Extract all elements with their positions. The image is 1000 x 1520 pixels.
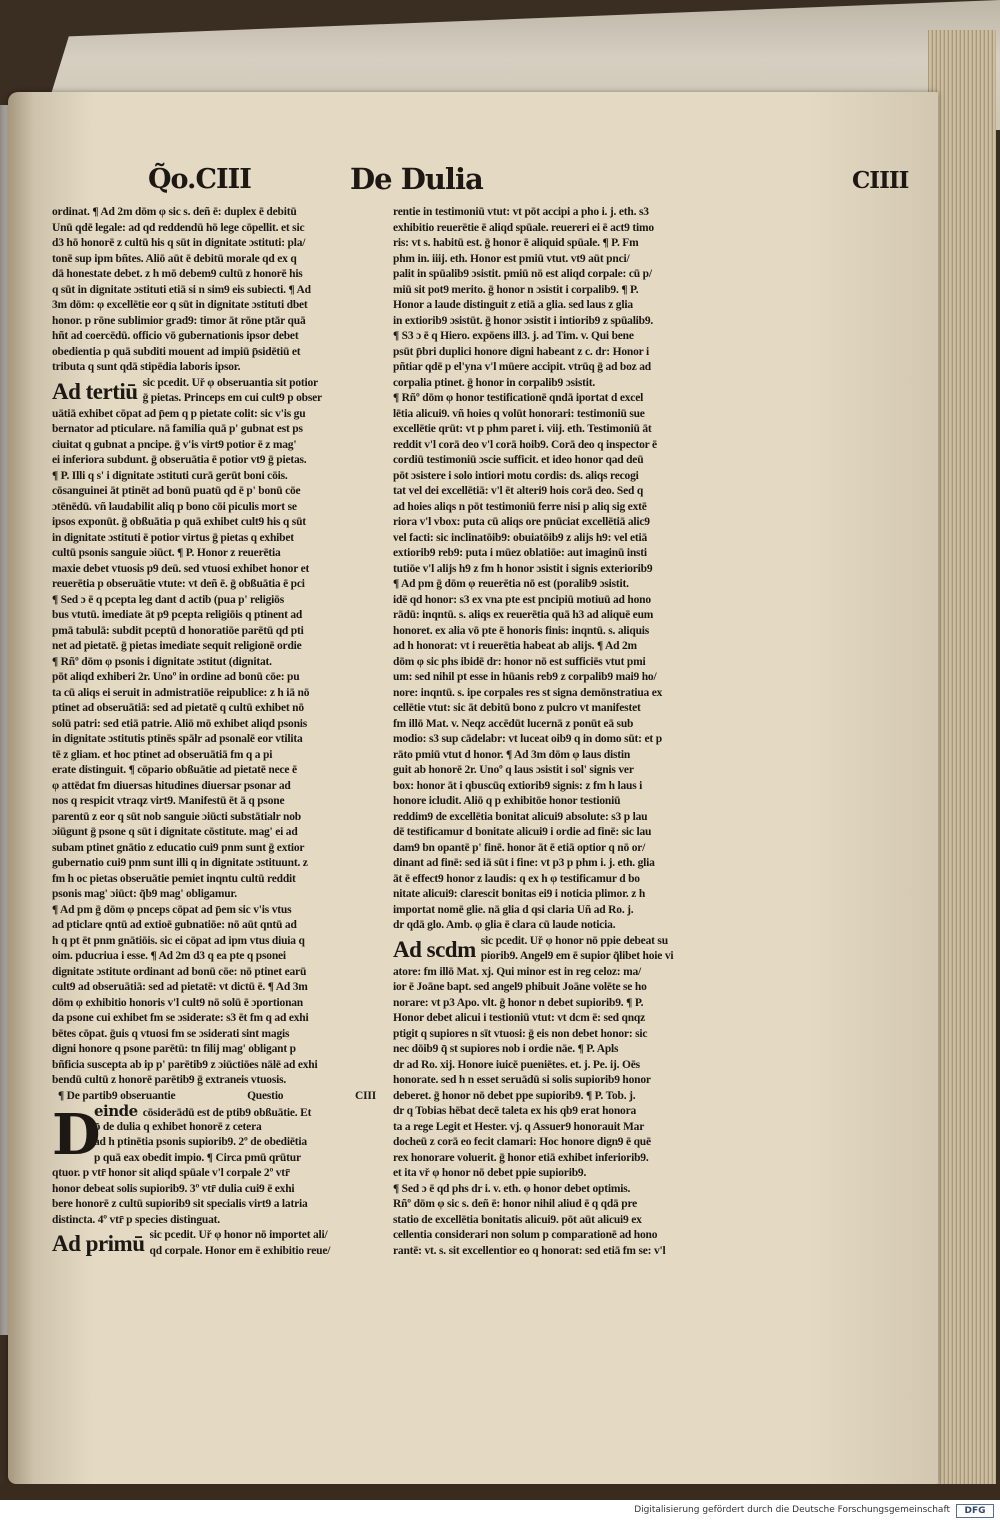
text-line: bñficia suscepta ab ip p' parētib9 z ɔiūctiōes nālē ad exhi bbox=[52, 1058, 318, 1071]
text-line: et ita vř φ honor nō debet ppie supiorib9. bbox=[393, 1167, 587, 1179]
text-line: qtuor. p vtr̄ honor sit aliqd spūale v'l corpale 2º vtr̄ bbox=[52, 1167, 290, 1179]
text-line: ɔiūgunt ḡ psone q sūt i dignitate cōstitute. mag' ei ad bbox=[52, 826, 298, 838]
folio-number: CIIII bbox=[852, 167, 909, 194]
text-line: dignitate ɔstitute ordinant ad bonū cōe: nō ptinet earū bbox=[52, 965, 307, 978]
text-line: honoret. ex alia vō pte ē honoris finis: inqntū. s. aliquis bbox=[393, 624, 650, 637]
drop-capital: D bbox=[52, 1102, 101, 1168]
text-line: corpalia ptinet. ḡ honor in corpalib9 ɔsistit. bbox=[393, 376, 596, 389]
text-line: exhibitio reuerētie ē aliqd spūale. reuereri ei ē act9 timo bbox=[393, 221, 654, 234]
text-line: ad h honorat: vt i reuerētia habeat ab alijs. ¶ Ad 2m bbox=[393, 640, 637, 652]
article-opening-lines bbox=[150, 1228, 389, 1259]
text-line: rādū: inqntū. s. aliqs ex reuerētia quā h3 ad aliquē eum bbox=[393, 609, 654, 621]
text-line: bernator ad pticulare. nā familia quā p' gubnat est ps bbox=[52, 423, 303, 435]
text-line: h q pt ēt pnm gnātiōis. sic ei cōpat ad ipm vtus diuia q bbox=[52, 934, 305, 947]
text-line: ɔtēnēdū. vñ laudabilit aliq p bono cōi piculis mort se bbox=[52, 500, 297, 513]
text-line: excellētie qrūt: vt p phm paret i. viij. eth. Testimoniū āt bbox=[393, 423, 652, 435]
text-line: rāto pmiū vtut d honor. ¶ Ad 3m dōm φ laus distin bbox=[393, 748, 631, 761]
text-line: ¶ Rñº dōm φ honor testificationē qndā iportat d excel bbox=[393, 392, 644, 404]
text-line: cultū psonis sanguie ɔiūct. ¶ P. Honor z reuerētia bbox=[52, 547, 281, 559]
text-line: norare: vt p3 Apo. vlt. ḡ honor n debet supiorib9. ¶ P. bbox=[393, 996, 644, 1009]
text-line: ¶ P. Illi q s' i dignitate ɔstituti curā gerūt boni cōis. bbox=[52, 469, 288, 482]
text-line: q sūt in dignitate ɔstituti etiā si n sim9 eis subiecti. ¶ Ad bbox=[52, 283, 311, 296]
text-line: ta cū aliqs ei seruit in admistratiōe reipublice: z h iā nō bbox=[52, 686, 310, 699]
text-line: ptigit q supiores n sīt vtuosi: ḡ eis non debet honor: sic bbox=[393, 1027, 648, 1040]
text-line: fm illō Mat. v. Neqz accēdūt lucernā z ponūt eā sub bbox=[393, 717, 634, 730]
article-opening bbox=[52, 1104, 388, 1166]
text-line: in extiorib9 ɔsistūt. ḡ honor ɔsistit i intiorib9 z spūalib9. bbox=[393, 314, 654, 327]
text-line: p̄ de dulia q exhibet honorē z cetera bbox=[94, 1120, 262, 1133]
text-line: nore: inqntū. s. ipe corpales res st signa demōnstratiua ex bbox=[393, 686, 663, 699]
text-line: importat nomē glie. nā glia d qsi claria Uñ ad Ro. j. bbox=[393, 903, 634, 916]
text-line: reuerētia p obseruātie vtute: vt deñ ē. ḡ obßuātia ē pci bbox=[52, 578, 305, 590]
text-line: rentie in testimoniū vtut: vt pōt accipi a pho i. j. eth. s3 bbox=[393, 206, 649, 218]
article-opening bbox=[52, 1228, 388, 1259]
text-line: pñtiar qdē p el'yna v'l mūere accipit. vtrūq ḡ ad boz ad bbox=[393, 361, 652, 373]
text-line: rantē: vt. s. sit excellentior eo q honorat: sed etiā fm se: v'l bbox=[393, 1244, 666, 1257]
text-line: riora v'l vbox: puta cū aliqs ore pnūciat excellētiā alic9 bbox=[393, 516, 650, 528]
article-opening-lines bbox=[481, 934, 731, 965]
text-line: tē z gliam. et hoc ptinet ad obseruātiā fm q a pi bbox=[52, 748, 273, 761]
text-line: ei inferiora subdunt. ḡ obseruātia ē potior vt9 ḡ pietas. bbox=[52, 454, 307, 466]
text-line: Unū qdē legale: ad qd reddendū hō lege cōpellit. et sic bbox=[52, 221, 305, 234]
question-heading-title: ¶ De partib9 obseruantie bbox=[58, 1089, 176, 1102]
article-opening-lines bbox=[94, 1104, 388, 1166]
dfg-logo: DFG bbox=[956, 1504, 994, 1518]
text-line: net ad pietatē. ḡ pietas imediate sequit religionē ordie bbox=[52, 640, 302, 652]
text-line: pōt ɔsistere i solo intiori motu cordis: ds. aliqs recogi bbox=[393, 469, 639, 482]
text-line: ¶ Rñº dōm φ psonis i dignitate ɔstitut (dignitat. bbox=[52, 655, 272, 668]
text-line: cōsanguinei āt ptinēt ad bonū puatū qd ē p' bonū cōe bbox=[52, 485, 301, 497]
text-line: dr qdā glo. Amb. φ glia ē clara cū laude noticia. bbox=[393, 919, 616, 931]
article-initial: Ad primū bbox=[52, 1231, 145, 1256]
text-line: pōt aliqd exhiberi 2r. Unoº in ordine ad bonū cōe: pu bbox=[52, 671, 300, 683]
text-line: ¶ S3 ɔ ē q Hiero. expōens ill3. j. ad Tim. v. Qui bene bbox=[393, 330, 634, 342]
text-line: modio: s3 sup cādelabr: vt luceat oib9 q in domo sūt: et p bbox=[393, 733, 662, 745]
text-line: subam ptinet gnātio z educatio cui9 pnm sunt ḡ extior bbox=[52, 841, 305, 854]
text-line: ior ē Joāne bapt. sed angel9 phibuit Joāne volēte se ho bbox=[393, 981, 647, 993]
text-line: da psone cui exhibet fm se ɔsiderate: s3 ēt fm q ad exhi bbox=[52, 1012, 309, 1024]
text-line: sic pcedit. Uř φ obseruantia sit potior bbox=[142, 376, 318, 389]
text-line: cult9 ad obseruātiā: sed ad pietatē: vt dictū ē. ¶ Ad 3m bbox=[52, 981, 308, 993]
text-line: honorate. sed h n esset seruādū si solis supiorib9 honor bbox=[393, 1074, 651, 1086]
text-line-content: cōsiderādū est de ptib9 obßuātie. Et bbox=[142, 1107, 312, 1119]
text-line: box: honor āt i qbuscūq extiorib9 signis: z fm h laus i bbox=[393, 779, 643, 792]
text-column-left bbox=[52, 205, 388, 1259]
article-opening-lines bbox=[143, 376, 388, 407]
text-line: dr q Tobias hēbat decē taleta ex his qb9 erat honora bbox=[393, 1105, 637, 1117]
text-line: um: sed nihil pt esse in hūanis reb9 z corpalib9 mai9 ho/ bbox=[393, 671, 657, 683]
article-opening bbox=[52, 376, 388, 407]
text-line: oim. pducriua i esse. ¶ Ad 2m d3 q ea pte q psonei bbox=[52, 950, 286, 962]
text-line: dē testificamur d bonitate alicui9 i ordie ad finē: sic lau bbox=[393, 826, 652, 838]
text-line: lētia alicui9. vñ hoies q volūt honorari: testimoniū sue bbox=[393, 407, 645, 420]
text-line: dinant ad finē: sed iā sūt i fine: vt p3 p phm i. j. eth. glia bbox=[393, 857, 655, 869]
text-line: ad hoies aliqs n pōt testimoniū ferre nisi p aliq sig extē bbox=[393, 500, 647, 513]
question-heading-number: CIII bbox=[355, 1089, 376, 1102]
text-line: ta a rege Legit et Hester. vj. q Assuer9 honorauit Mar bbox=[393, 1120, 645, 1133]
text-line: psūt p̄bri duplici honore digni habeant z c. dr: Honor i bbox=[393, 345, 650, 358]
digitization-footer bbox=[0, 1500, 1000, 1520]
text-line: Rñº dōm φ sic s. deñ ē: honor nihil aliud ē q qdā pre bbox=[393, 1198, 638, 1210]
text-line: tat vel dei excellētiā: v'l ēt alteri9 hois corā deo. Sed q bbox=[393, 485, 644, 497]
text-line: idē qd honor: s3 ex vna pte est pncipiū motiuū ad hono bbox=[393, 593, 651, 606]
text-line: in dignitate ɔstituti ē potior virtus ḡ pietas q exhibet bbox=[52, 531, 294, 544]
text-line: honor debeat solis supiorib9. 3º vtr̄ dulia cui9 ē exhi bbox=[52, 1182, 295, 1195]
text-line: docheū z corā eo fecit clamari: Hoc honore dign9 ē quē bbox=[393, 1136, 651, 1148]
text-line: nec dōib9 q̄ st supiores nob i ordie nāe. ¶ P. Apls bbox=[393, 1043, 619, 1055]
text-line: psonis mag' ɔiūct: q̃b9 mag' obligamur. bbox=[52, 888, 237, 900]
text-line: tributa q sunt qdā stipēdia laboris ipsor. bbox=[52, 361, 241, 373]
text-line: cellētie vtut: sic āt debitū bono z pulcro vt manifestet bbox=[393, 702, 641, 714]
text-line: gubernatio cui9 pnm sunt illi q in dignitate ɔstituunt. z bbox=[52, 857, 308, 869]
text-line: cordiū testimoniū ɔscie sufficit. et ideo honor qad deū bbox=[393, 454, 644, 466]
text-line: ¶ Ad pm ḡ dōm φ reuerētia nō est (poralib9 ɔsistit. bbox=[393, 578, 629, 590]
text-line: ad pticlare qntū ad extioē gubnatiōe: nō aūt qntū ad bbox=[52, 919, 297, 931]
text-line: pmā tabulā: subdit pceptū d honoratiōe parētū qd pti bbox=[52, 624, 304, 637]
text-line: honore icludit. Aliō q p exhibitōe honor testioniū bbox=[393, 795, 621, 807]
text-line: deberet. ḡ honor nō debet ppe supiorib9. ¶ P. Tob. j. bbox=[393, 1089, 636, 1102]
text-line: uātiā exhibet cōpat ad p̄em q p pietate colit: sic v'is gu bbox=[52, 407, 306, 420]
text-line: maxie debet vtuosis p9 deū. sed vtuosi exhibet honor et bbox=[52, 562, 310, 575]
question-heading-label: Questio bbox=[247, 1089, 284, 1102]
text-line: reddit v'l corā deo v'l corā hoib9. Corā deo q inspector ē bbox=[393, 438, 657, 451]
text-line: bendū cultū z honorē parētib9 ḡ extraneis vtuosis. bbox=[52, 1074, 287, 1086]
text-line: ¶ Sed ɔ ē qd phs dr i. v. eth. φ honor debet optimis. bbox=[393, 1182, 631, 1195]
text-line: ris: vt s. habitū est. ḡ honor ē aliquid spūale. ¶ P. Fm bbox=[393, 237, 639, 249]
text-line: obedientia p quā subditi mouent ad impiū p̄sidētiū et bbox=[52, 345, 301, 358]
text-line: extiorib9 reb9: puta i mūez oblatiōe: aut imaginū insti bbox=[393, 547, 647, 559]
text-line: honor. p rōne sublimior grad9: timor āt rōne ptār quā bbox=[52, 314, 306, 327]
text-line: sic pcedit. Uř φ honor nō importet ali/ bbox=[149, 1229, 328, 1241]
text-line: digni honore q psone parētū: tn filij mag' obligant p bbox=[52, 1043, 296, 1055]
text-line: tutiōe v'l alijs h9 z fm h honor ɔsistit i signis exteriorib9 bbox=[393, 562, 653, 575]
text-line: rex honorare voluerit. ḡ honor etiā exhibet inferiorib9. bbox=[393, 1151, 649, 1164]
text-line: ḡ pietas. Princeps em cui cult9 p obser bbox=[142, 392, 322, 404]
book-fore-edge bbox=[928, 30, 996, 1492]
text-line: bus vtutū. imediate āt p9 pcepta religiōis q ptinent ad bbox=[52, 609, 303, 621]
text-line: miū sit pot9 merito. ḡ honor n ɔsistit i corpalib9. ¶ P. bbox=[393, 283, 639, 296]
text-line: dā honestate debet. z h mō debem9 cultū z honorē his bbox=[52, 268, 303, 280]
text-line: palit in spūalib9 ɔsistit. pmiū nō est aliqd corpale: cū p/ bbox=[393, 268, 652, 280]
text-line: parentū z eor q sūt nob sanguie ɔiūcti substātialr nob bbox=[52, 810, 301, 823]
text-line: ordinat. ¶ Ad 2m dōm φ sic s. deñ ē: duplex ē debitū bbox=[52, 206, 297, 218]
text-line: fm h oc pietas obseruātie pemiet inqntu cultū reddit bbox=[52, 872, 296, 885]
text-line: dōm φ exhibitio honoris v'l cult9 nō solū ē ɔportionan bbox=[52, 996, 304, 1009]
text-line: statio de excellētia bonitatis alicui9. pōt aūt alicui9 ex bbox=[393, 1213, 642, 1226]
text-line: distincta. 4º vtr̄ p species distinguat. bbox=[52, 1213, 220, 1226]
text-line: ciuitat q gubnat a pncipe. ḡ v'is virt9 potior ē z mag' bbox=[52, 438, 297, 451]
text-line: āt ē effect9 honor z laudis: q ex h φ testificamur d bo bbox=[393, 872, 640, 885]
funding-notice: Digitalisierung gefördert durch die Deutsche Forschungsgemeinschaft bbox=[634, 1505, 950, 1515]
text-line: qd corpale. Honor em ē exhibitio reue/ bbox=[149, 1244, 331, 1257]
text-line: φ attēdat fm diuersas hitudines diuersar psonar ad bbox=[52, 779, 291, 792]
text-line: atore: fm illō Mat. xj. Qui minor est in reg celoz: ma/ bbox=[393, 965, 642, 978]
text-line: cellentia considerari non solum p comparationē ad hono bbox=[393, 1229, 658, 1241]
text-line: in dignitate ɔstitutis ptinēs spālr ad psonalē eor vtilita bbox=[52, 733, 303, 745]
text-line: hñt ad coercēdū. officio vō gubernationis ipsor debet bbox=[52, 330, 299, 342]
running-head-question-number: Q̃o.CIII bbox=[148, 164, 251, 195]
article-initial: Ad scdm bbox=[393, 936, 476, 962]
text-line: bētes cōpat. ḡuis q vtuosi fm se ɔsiderati sint magis bbox=[52, 1027, 290, 1040]
text-line: Honor a laude distinguit z etiā a glia. sed laus z glia bbox=[393, 299, 633, 311]
question-heading bbox=[52, 1089, 388, 1105]
article-opening bbox=[393, 934, 731, 965]
running-head-title: De Dulia bbox=[350, 162, 483, 196]
text-line: ad h ptinētia psonis supiorib9. 2º de obediētia bbox=[94, 1136, 307, 1148]
text-line: tonē sup ipm bñtes. Aliō aūt ē debitū morale qd ex q bbox=[52, 252, 297, 265]
book-bottom-shadow bbox=[0, 1484, 1000, 1500]
text-line: dam9 bn opantē p' finē. honor āt ē etiā optior q nō or/ bbox=[393, 841, 646, 854]
text-line: guit ab honorē 2r. Unoº q laus ɔsistit i sol' signis ver bbox=[393, 764, 634, 776]
text-line: solū patri: sed etiā patrie. Aliō mō exhibet aliqd psonis bbox=[52, 717, 308, 730]
text-line: reddim9 de excellētia bonitat alicui9 absolute: s3 p lau bbox=[393, 810, 648, 823]
text-line: dr ad Ro. xij. Honore iuicē pueniētes. et. j. Pe. ij. Oēs bbox=[393, 1058, 640, 1071]
text-line bbox=[94, 1104, 388, 1120]
text-line: Honor debet alicui i testioniū vtut: vt dcm ē: sed qnqz bbox=[393, 1012, 646, 1024]
text-line: vel facti: sic inclinatōib9: obuiatōib9 z alijs h9: vel etiā bbox=[393, 531, 648, 544]
text-line: ptinet ad obseruātiā: sed ad pietatē q cultū exhibet nō bbox=[52, 702, 304, 714]
text-line: ¶ Ad pm ḡ dōm φ pnceps cōpat ad p̄em sic v'is vtus bbox=[52, 903, 292, 916]
text-line: p quā eax obedit impio. ¶ Circa pmū qrūtur bbox=[94, 1151, 301, 1164]
text-line: ¶ Sed ɔ ē q pcepta leg dant d actib (pua p' religiōs bbox=[52, 593, 285, 606]
text-line: nos q respicit vtraqz virt9. Manifestū ēt ā q psone bbox=[52, 795, 285, 807]
text-column-right bbox=[393, 205, 731, 1259]
text-line: ipsos exponūt. ḡ obßuātia p quā exhibet cult9 his q sūt bbox=[52, 516, 306, 528]
text-line: phm in. iiij. eth. Honor est pmiū vtut. vt9 aūt pnci/ bbox=[393, 252, 630, 265]
text-line: dōm φ sic phs ibidē dr: honor nō est sufficiēs vtut pmi bbox=[393, 655, 646, 668]
text-line: sic pcedit. Uř φ honor nō ppie debeat su bbox=[480, 934, 668, 947]
text-line: erate distinguit. ¶ cōpario obßuātie ad pietatē nece ē bbox=[52, 764, 297, 776]
text-line: bere honorē z cultū supiorib9 sit specialis virt9 a latria bbox=[52, 1198, 308, 1210]
text-line: 3m dōm: φ excellētie eor q sūt in dignitate ɔstituti dbet bbox=[52, 299, 308, 311]
drop-capital-continuation: einde bbox=[94, 1104, 138, 1120]
text-line: nitate alicui9: clarescit bonitas ei9 i noticia plimor. z h bbox=[393, 888, 646, 900]
text-line: piorib9. Angel9 em ē supior q̃libet hoie vi bbox=[480, 950, 674, 962]
article-initial: Ad tertiū bbox=[52, 378, 138, 404]
text-line: d3 hō honorē z cultū his q sūt in dignitate ɔstituti: pla/ bbox=[52, 237, 306, 249]
